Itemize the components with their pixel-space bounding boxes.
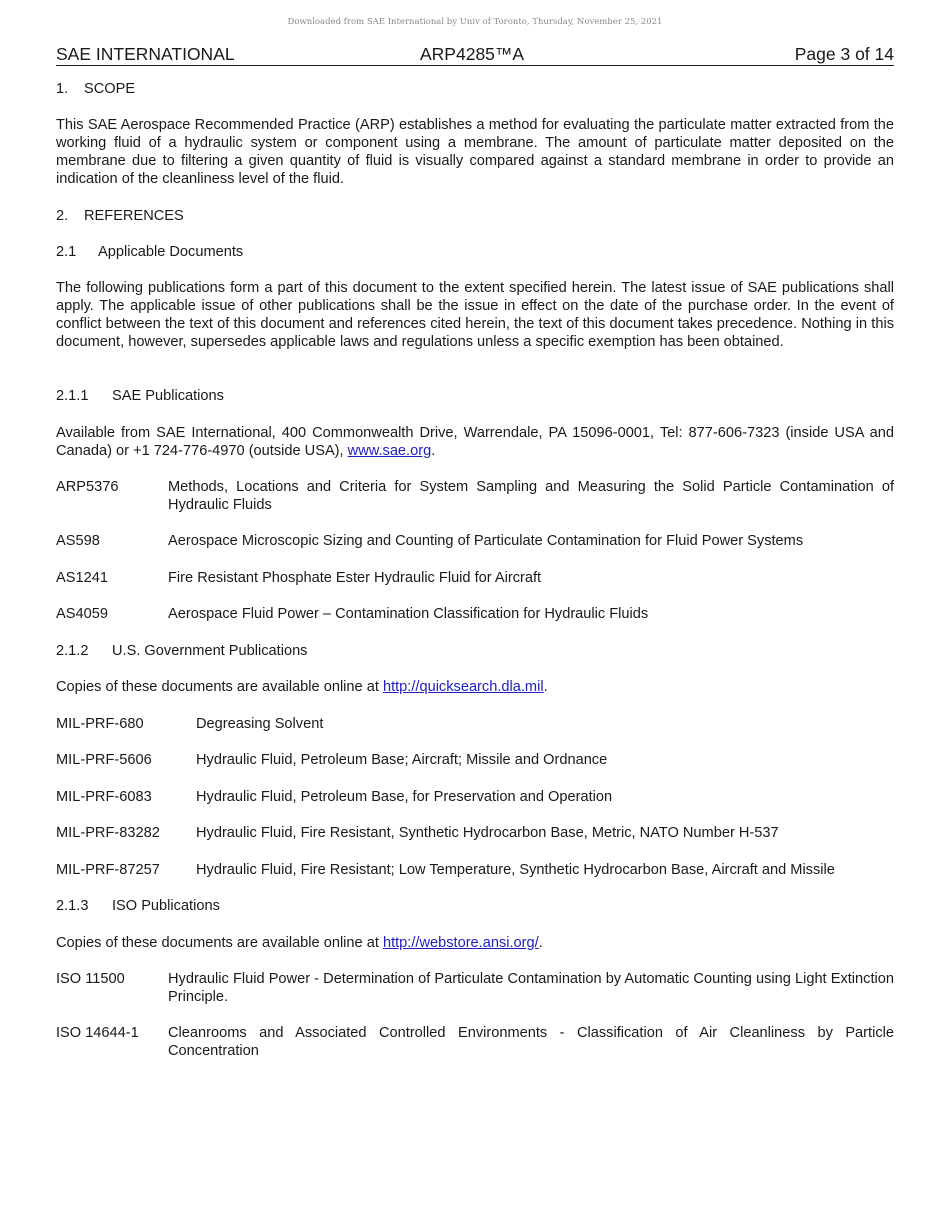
header-org: SAE INTERNATIONAL — [56, 44, 235, 64]
scope-paragraph: This SAE Aerospace Recommended Practice (ARP) establishes a method for evaluating the particulate matter extracted from the working fluid of a hydraulic system or component using a membrane. The amount of particulate matter deposited on the membrane due to filtering a given quantity of fluid is visually compared against a standard membrane in order to provide an indication of the cleanliness level of the fluid. — [56, 117, 894, 187]
reference-code: ISO 11500 — [56, 971, 125, 987]
reference-title: Hydraulic Fluid, Petroleum Base; Aircraft; Missile and Ordnance — [196, 752, 608, 768]
subsection-number: 2.1.3 — [56, 898, 89, 914]
subsection-title: Applicable Documents — [98, 244, 244, 260]
subsection-heading-sae — [56, 387, 894, 405]
availability-text: Copies of these documents are available online at — [56, 935, 383, 951]
reference-code: MIL-PRF-5606 — [56, 752, 152, 768]
reference-title: Cleanrooms and Associated Controlled Environments - Classification of Air Cleanliness by Particle Concentration — [168, 1025, 894, 1059]
applicable-paragraph: The following publications form a part of this document to the extent specified herein. The latest issue of SAE publications shall apply. The applicable issue of other publications shall be the issue in effect on the date of the purchase order. In the event of conflict between the text of this document and references cited herein, the text of this document takes precedence. Nothing in this document, however, supersedes applicable laws and regulations unless a specific exemption has been obtained. — [56, 280, 894, 350]
reference-code: AS598 — [56, 533, 100, 549]
sae-availability: Available from SAE International, 400 Commonwealth Drive, Warrendale, PA 15096-0001, Tel: 877-606-7323 (inside USA and Canada) or +1 724-776-4970 (outside USA), www.sae.org. — [56, 425, 894, 459]
reference-row — [56, 970, 894, 1006]
subsection-title: U.S. Government Publications — [112, 643, 308, 659]
section-title: SCOPE — [84, 81, 136, 97]
header-doc-id: ARP4285™A — [420, 44, 525, 64]
reference-title: Aerospace Fluid Power – Contamination Classification for Hydraulic Fluids — [168, 606, 649, 622]
section-heading-references — [56, 207, 894, 225]
reference-row — [56, 605, 894, 623]
sae-website-link[interactable]: www.sae.org — [347, 443, 432, 459]
reference-row — [56, 1024, 894, 1060]
reference-code: ARP5376 — [56, 479, 119, 495]
reference-row — [56, 715, 894, 733]
reference-row — [56, 569, 894, 587]
page-header — [56, 44, 894, 66]
reference-row — [56, 751, 894, 769]
section-number: 1. — [56, 81, 69, 97]
reference-title: Hydraulic Fluid, Fire Resistant, Synthetic Hydrocarbon Base, Metric, NATO Number H-537 — [196, 825, 779, 841]
download-watermark: Downloaded from SAE International by Univ of Toronto, Thursday, November 25, 2021 — [287, 17, 663, 27]
government-availability: Copies of these documents are available online at http://quicksearch.dla.mil. — [56, 679, 548, 695]
subsection-number: 2.1.2 — [56, 643, 89, 659]
reference-title: Hydraulic Fluid, Fire Resistant; Low Temperature, Synthetic Hydrocarbon Base, Aircraft and Missile — [196, 862, 835, 878]
reference-title: Degreasing Solvent — [196, 716, 324, 732]
reference-code: AS4059 — [56, 606, 108, 622]
reference-row — [56, 824, 894, 842]
subsection-heading-applicable — [56, 243, 894, 261]
subsection-title: ISO Publications — [112, 898, 220, 914]
subsection-heading-government — [56, 642, 894, 660]
reference-code: ISO 14644-1 — [56, 1025, 139, 1041]
subsection-heading-iso — [56, 897, 894, 915]
reference-title: Fire Resistant Phosphate Ester Hydraulic Fluid for Aircraft — [168, 570, 542, 586]
reference-row — [56, 788, 894, 806]
reference-title: Hydraulic Fluid, Petroleum Base, for Preservation and Operation — [196, 789, 613, 805]
availability-text: Copies of these documents are available online at — [56, 679, 383, 695]
iso-availability: Copies of these documents are available online at http://webstore.ansi.org/. — [56, 935, 543, 951]
section-title: REFERENCES — [84, 208, 184, 224]
reference-row — [56, 861, 894, 879]
reference-title: Aerospace Microscopic Sizing and Counting of Particulate Contamination for Fluid Power Systems — [168, 533, 804, 549]
header-page-number: Page 3 of 14 — [794, 44, 894, 64]
reference-code: AS1241 — [56, 570, 108, 586]
reference-code: MIL-PRF-87257 — [56, 862, 160, 878]
ansi-website-link[interactable]: http://webstore.ansi.org/ — [382, 935, 539, 951]
reference-code: MIL-PRF-680 — [56, 716, 144, 732]
availability-text: Available from SAE International, 400 Commonwealth Drive, Warrendale, PA 15096-0001, Tel: 877-606-7323 (inside USA and Canada) or +1 724-776-4970 (outside USA), — [56, 425, 894, 459]
section-heading-scope — [56, 80, 894, 98]
section-number: 2. — [56, 208, 69, 224]
subsection-number: 2.1 — [56, 244, 77, 260]
reference-title: Hydraulic Fluid Power - Determination of Particulate Contamination by Automatic Counting using Light Extinction Principle. — [168, 971, 894, 1005]
reference-row — [56, 532, 894, 550]
subsection-number: 2.1.1 — [56, 388, 89, 404]
reference-code: MIL-PRF-83282 — [56, 825, 160, 841]
dla-website-link[interactable]: http://quicksearch.dla.mil — [382, 679, 544, 695]
reference-title: Methods, Locations and Criteria for System Sampling and Measuring the Solid Particle Contamination of Hydraulic Fluids — [168, 479, 894, 513]
reference-code: MIL-PRF-6083 — [56, 789, 152, 805]
subsection-title: SAE Publications — [112, 388, 224, 404]
reference-row — [56, 478, 894, 514]
